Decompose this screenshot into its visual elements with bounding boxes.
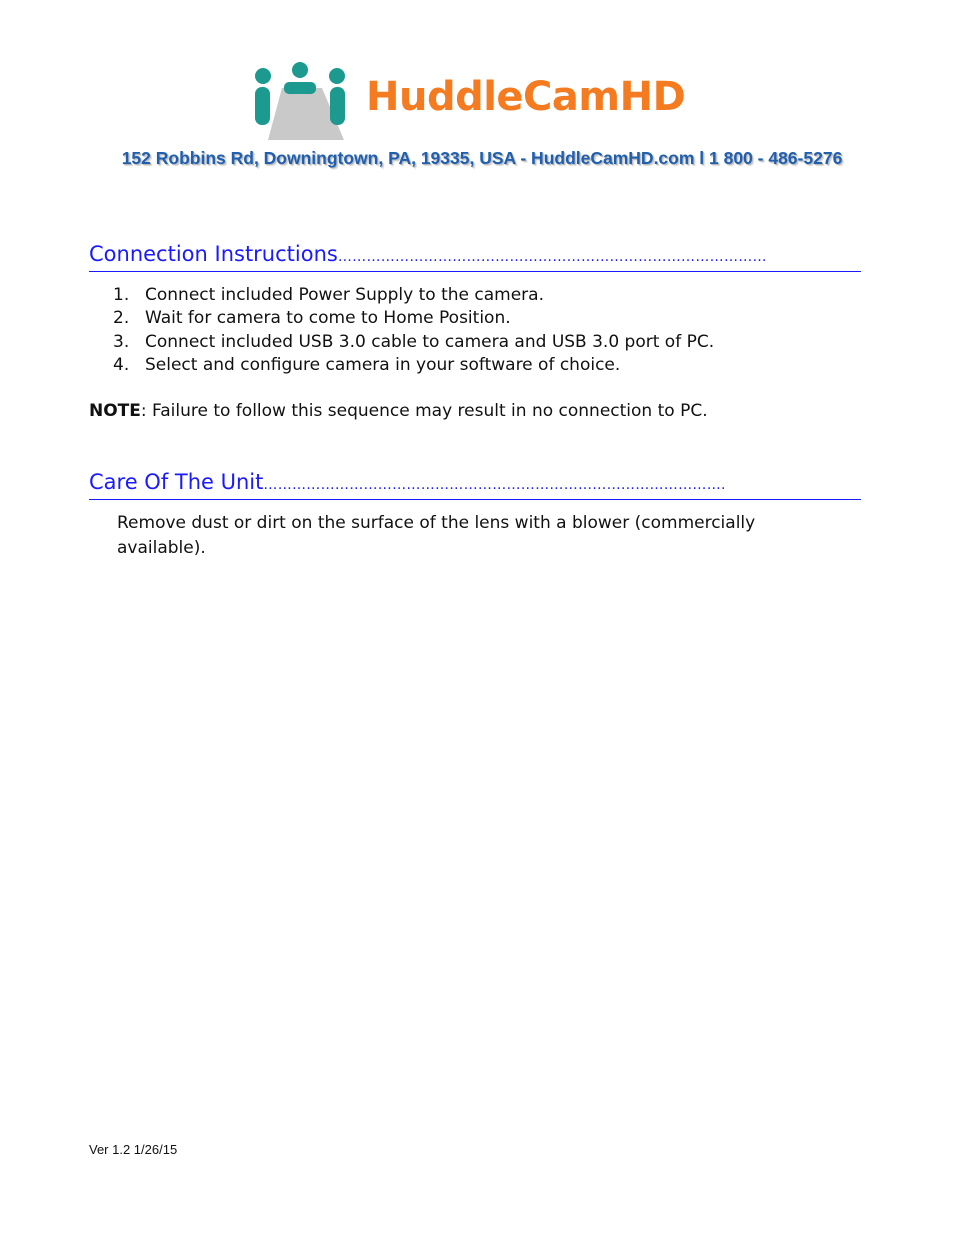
version-footer: Ver 1.2 1/26/15	[89, 1142, 178, 1157]
step-number: 4.	[113, 354, 130, 375]
list-item	[113, 331, 714, 354]
step-number: 2.	[113, 308, 130, 329]
care-heading	[89, 468, 861, 500]
step-text: Connect included Power Supply to the camera.	[145, 285, 544, 305]
care-instructions: Remove dust or dirt on the surface of the lens with a blower (commercially available).	[117, 513, 756, 558]
connection-heading-title: Connection Instructions	[89, 242, 338, 266]
list-item	[113, 354, 714, 377]
list-item	[113, 284, 714, 307]
step-text: Select and configure camera in your software of choice.	[145, 354, 621, 375]
company-address: 152 Robbins Rd, Downingtown, PA, 19335, USA - HuddleCamHD.com l 1 800 - 486-5276	[121, 148, 843, 168]
connection-note	[89, 401, 708, 421]
list-item	[113, 307, 714, 330]
note-label: NOTE	[89, 401, 141, 421]
brand-name: HuddleCamHD	[366, 74, 686, 120]
connection-heading-leader: ………………………………………………………………………………	[337, 249, 767, 265]
brand-logo	[240, 56, 740, 140]
step-number: 3.	[113, 331, 130, 352]
step-text: Connect included USB 3.0 cable to camera and USB 3.0 port of PC.	[145, 331, 715, 352]
care-heading-leader: …………………………………………………………………………………….	[263, 477, 726, 493]
step-text: Wait for camera to come to Home Position.	[145, 308, 511, 329]
step-number: 1.	[113, 285, 130, 305]
connection-steps	[113, 284, 714, 377]
connection-heading	[89, 240, 861, 272]
note-text: : Failure to follow this sequence may result in no connection to PC.	[140, 401, 708, 421]
people-logo-icon	[240, 56, 360, 140]
care-heading-title: Care Of The Unit	[89, 470, 264, 494]
